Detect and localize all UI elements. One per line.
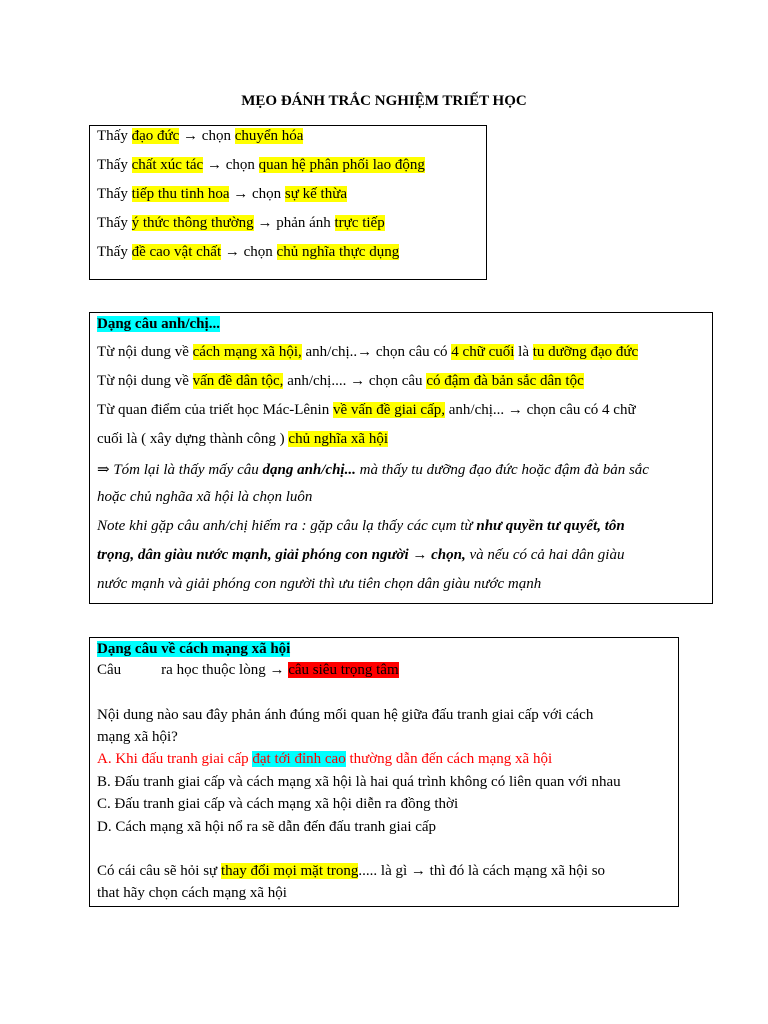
content-line: Câu ra học thuộc lòng → câu siêu trọng tâm: [97, 662, 399, 678]
answer-option-b: B. Đấu tranh giai cấp và cách mạng xã hội là hai quá trình không có liên quan với nhau: [97, 774, 621, 790]
section-heading: Dạng câu anh/chị...: [97, 316, 220, 332]
tip-line: that hãy chọn cách mạng xã hội: [97, 885, 287, 901]
summary-line: hoặc chủ nghãa xã hội là chọn luôn: [97, 489, 313, 505]
tip-row: Thấy đề cao vật chất → chọn chủ nghĩa thực dụng: [97, 244, 400, 260]
content-line: cuối là ( xây dựng thành công ) chủ nghĩa xã hội: [97, 431, 388, 447]
tip-row: Thấy tiếp thu tinh hoa → chọn sự kế thừa: [97, 186, 347, 202]
content-line: Từ nội dung về cách mạng xã hội, anh/chị..→ chọn câu có 4 chữ cuối là tu dưỡng đạo đức: [97, 344, 639, 360]
tip-row: Thấy ý thức thông thường → phản ánh trực tiếp: [97, 215, 385, 231]
note-line: nước mạnh và giải phóng con người thì ưu tiên chọn dân giàu nước mạnh: [97, 576, 542, 592]
answer-option-c: C. Đấu tranh giai cấp và cách mạng xã hội diễn ra đồng thời: [97, 796, 459, 812]
note-line: trọng, dân giàu nước mạnh, giải phóng con người → chọn, và nếu có cả hai dân giàu: [97, 547, 625, 563]
tips-box: [89, 125, 487, 280]
anh-chi-box: [89, 312, 713, 604]
answer-option-a: A. Khi đấu tranh giai cấp đạt tới đỉnh cao thường dẫn đến cách mạng xã hội: [97, 751, 553, 767]
cach-mang-box: [89, 637, 679, 907]
page-title: MẸO ĐÁNH TRẮC NGHIỆM TRIẾT HỌC: [241, 93, 527, 109]
tip-row: Thấy chất xúc tác → chọn quan hệ phân phối lao động: [97, 157, 425, 173]
content-line: Từ nội dung về vấn đề dân tộc, anh/chị.... → chọn câu có đậm đà bản sắc dân tộc: [97, 373, 584, 389]
answer-option-d: D. Cách mạng xã hội nổ ra sẽ dẫn đến đấu tranh giai cấp: [97, 819, 437, 835]
tip-row: Thấy đạo đức → chọn chuyển hóa: [97, 128, 304, 144]
question-text: mạng xã hội?: [97, 729, 178, 745]
content-line: Từ quan điểm của triết học Mác-Lênin về vấn đề giai cấp, anh/chị... → chọn câu có 4 chữ: [97, 402, 636, 418]
tip-line: Có cái câu sẽ hỏi sự thay đổi mọi mặt trong..... là gì → thì đó là cách mạng xã hội so: [97, 863, 606, 879]
question-text: Nội dung nào sau đây phản ánh đúng mối quan hệ giữa đấu tranh giai cấp với cách: [97, 707, 594, 723]
note-line: Note khi gặp câu anh/chị hiếm ra : gặp câu lạ thấy các cụm từ như quyền tư quyết, tôn: [97, 518, 625, 534]
summary-line: ⇒ Tóm lại là thấy mấy câu dạng anh/chị... mà thấy tu dưỡng đạo đức hoặc đậm đà bản sắc: [97, 462, 649, 478]
section-heading: Dạng câu về cách mạng xã hội: [97, 641, 291, 657]
